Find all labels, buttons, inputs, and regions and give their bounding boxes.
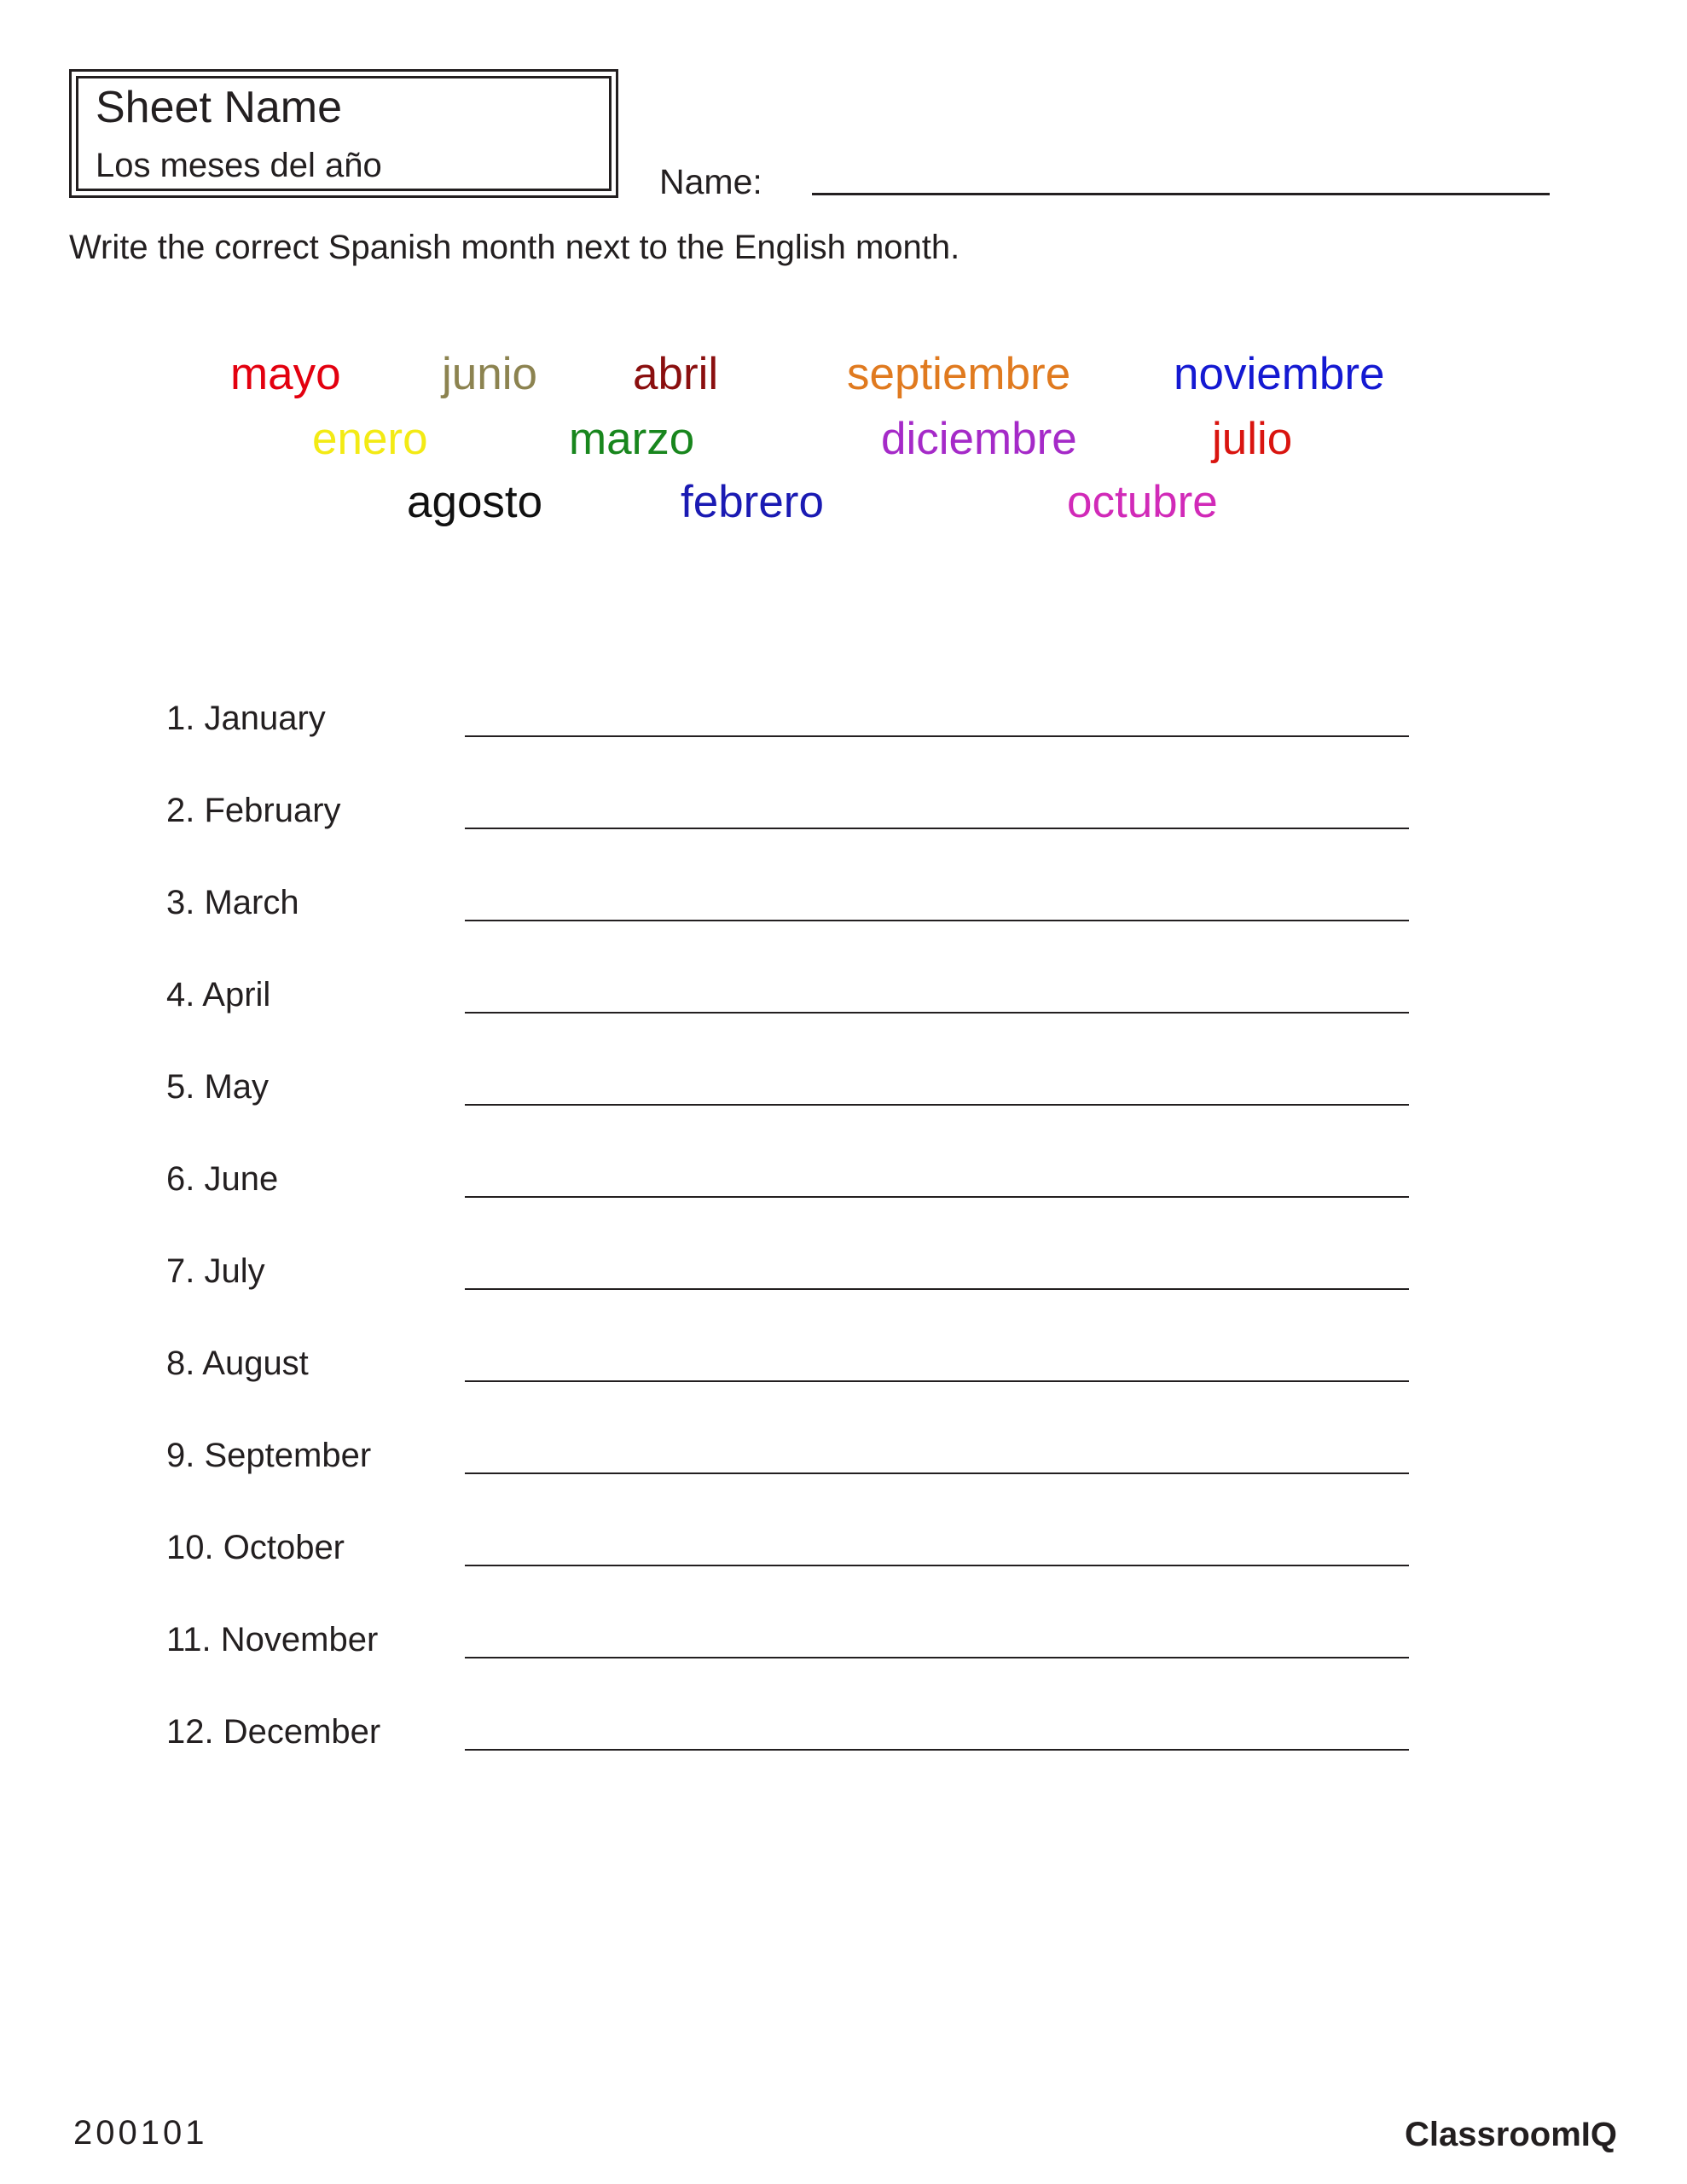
sheet-title: Sheet Name [96, 83, 343, 132]
word-bank-item: diciembre [881, 414, 1077, 464]
word-bank-item: febrero [681, 477, 824, 527]
question-label: 12. December [166, 1713, 381, 1751]
answer-line[interactable] [465, 1472, 1409, 1474]
footer-code: 200101 [73, 2114, 208, 2152]
word-bank-item: septiembre [847, 349, 1071, 399]
word-bank-item: julio [1212, 414, 1293, 464]
answer-line[interactable] [465, 1196, 1409, 1198]
answer-line[interactable] [465, 1657, 1409, 1658]
question-label: 6. June [166, 1160, 279, 1198]
answer-line[interactable] [465, 1104, 1409, 1106]
word-bank-item: enero [312, 414, 428, 464]
name-line[interactable] [812, 193, 1550, 195]
question-label: 11. November [166, 1621, 379, 1658]
word-bank-item: octubre [1067, 477, 1218, 527]
word-bank-item: marzo [569, 414, 695, 464]
answer-line[interactable] [465, 1380, 1409, 1382]
question-label: 7. July [166, 1252, 265, 1290]
instructions: Write the correct Spanish month next to the English month. [69, 229, 960, 266]
question-label: 9. September [166, 1437, 372, 1474]
word-bank-item: abril [633, 349, 719, 399]
question-label: 4. April [166, 976, 271, 1014]
answer-line[interactable] [465, 1565, 1409, 1566]
answer-line[interactable] [465, 828, 1409, 829]
answer-line[interactable] [465, 1749, 1409, 1751]
word-bank-item: junio [442, 349, 537, 399]
word-bank-item: noviembre [1174, 349, 1385, 399]
answer-line[interactable] [465, 1288, 1409, 1290]
answer-line[interactable] [465, 1012, 1409, 1014]
word-bank-item: agosto [407, 477, 543, 527]
sheet-subtitle: Los meses del año [96, 147, 382, 184]
question-label: 3. March [166, 884, 299, 921]
answer-line[interactable] [465, 920, 1409, 921]
sheet-name-box [69, 69, 618, 198]
footer-brand: ClassroomIQ [1405, 2116, 1617, 2153]
question-label: 2. February [166, 792, 341, 829]
name-label: Name: [659, 162, 762, 201]
word-bank-item: mayo [230, 349, 341, 399]
question-label: 1. January [166, 700, 326, 737]
question-label: 8. August [166, 1345, 309, 1382]
question-label: 10. October [166, 1529, 345, 1566]
sheet-name-box-inner [76, 76, 612, 191]
question-label: 5. May [166, 1068, 270, 1106]
answer-line[interactable] [465, 735, 1409, 737]
